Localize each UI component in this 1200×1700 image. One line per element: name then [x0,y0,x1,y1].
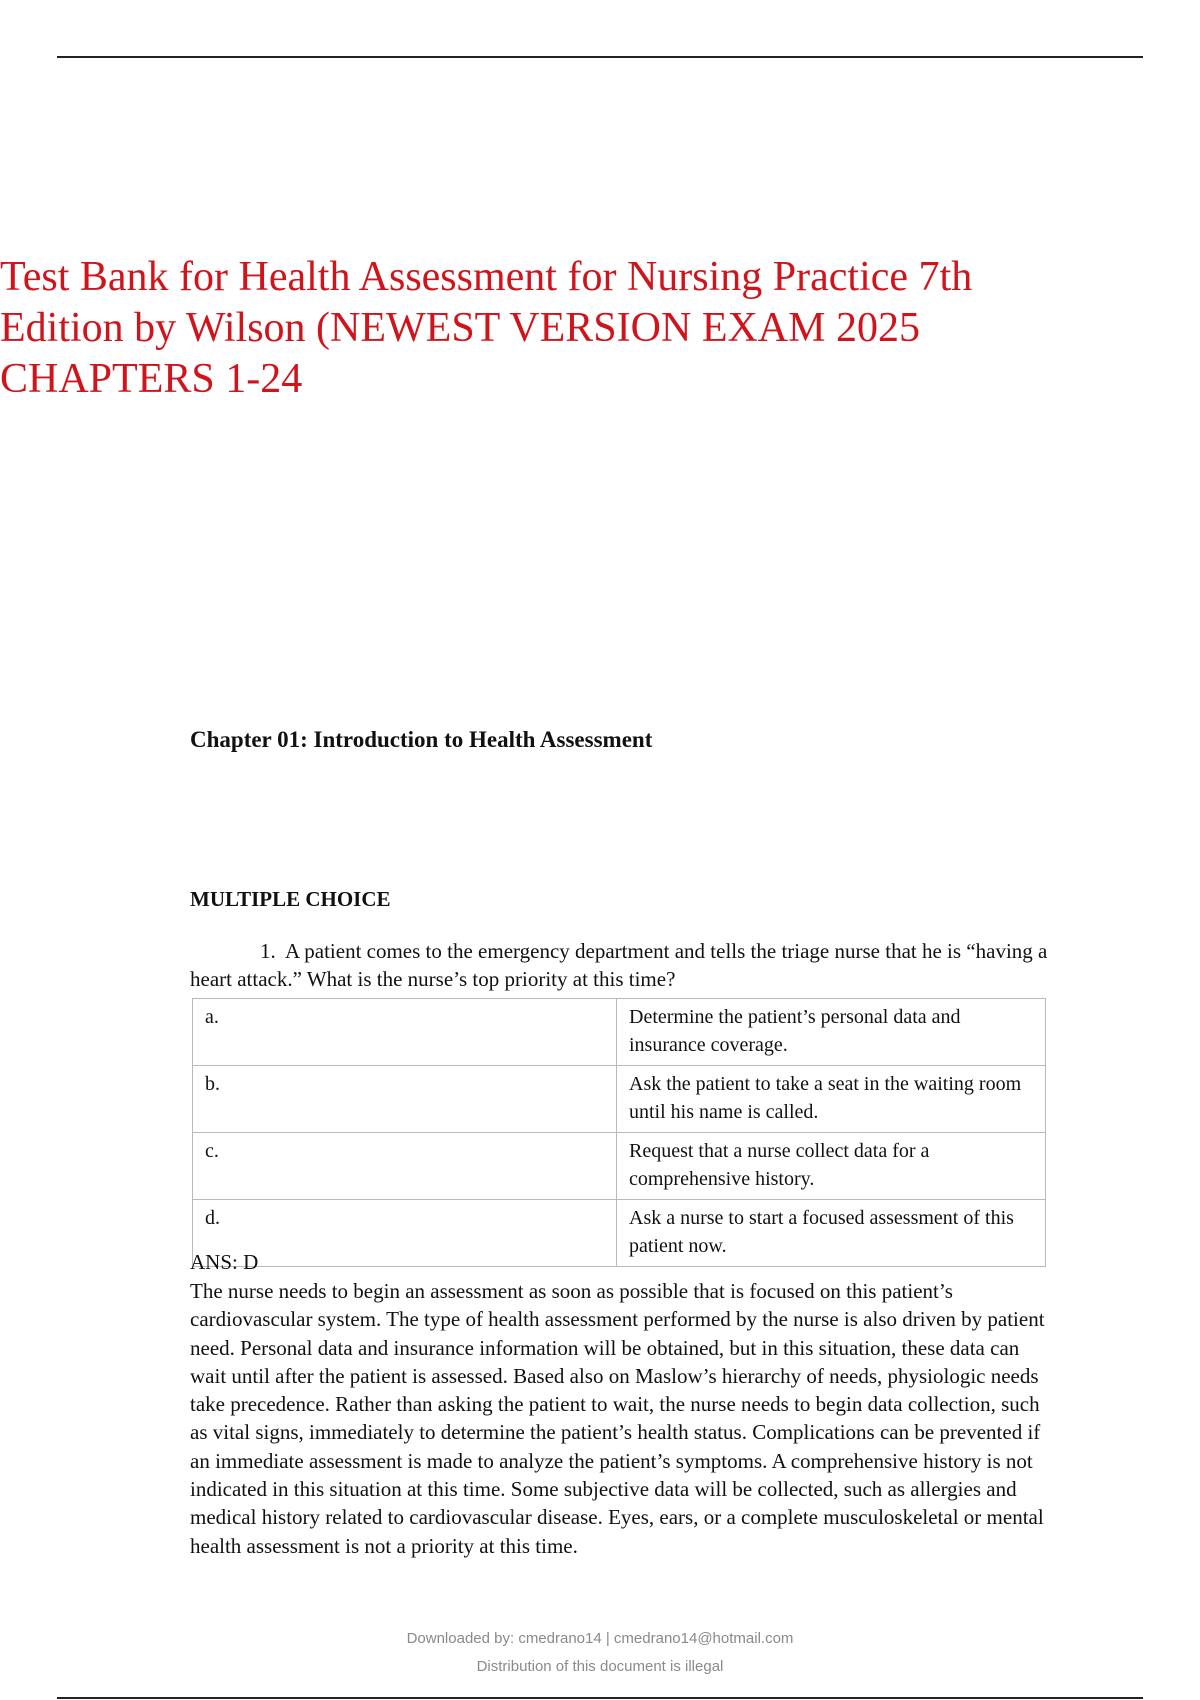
choice-row-c [193,1133,1046,1200]
chapter-heading: Chapter 01: Introduction to Health Assessment [190,727,653,752]
choice-letter: b. [193,1066,617,1133]
top-rule [57,56,1143,58]
choice-text: Ask the patient to take a seat in the waiting room until his name is called. [617,1066,1046,1133]
document-title: Test Bank for Health Assessment for Nursing Practice 7th Edition by Wilson (NEWEST VERSION EXAM 2025 CHAPTERS 1-24 [0,254,973,402]
choice-row-a [193,999,1046,1066]
choice-text: Ask a nurse to start a focused assessment of this patient now. [617,1200,1046,1267]
section-heading: MULTIPLE CHOICE [190,887,391,911]
choice-letter: a. [193,999,617,1066]
question-number: 1. [260,939,276,963]
choice-row-d [193,1200,1046,1267]
choice-letter: c. [193,1133,617,1200]
rationale-text: The nurse needs to begin an assessment as soon as possible that is focused on this patient’s cardiovascular system. The type of health assessment performed by the nurse is also driven by patient need. Personal data and insurance information will be obtained, but in this situation, these data can wait until after the patient is assessed. Based also on Maslow’s hierarchy of needs, physiologic needs take precedence. Rather than asking the patient to wait, the nurse needs to begin data collection, such as vital signs, immediately to determine the patient’s health status. Complications can be prevented if an immediate assessment is made to analyze the patient’s symptoms. A comprehensive history is not indicated in this situation at this time. Some subjective data will be collected, such as allergies and medical history related to cardiovascular disease. Eyes, ears, or a complete musculoskeletal or mental health assessment is not a priority at this time. [190,1279,1045,1558]
choice-text: Determine the patient’s personal data and insurance coverage. [617,999,1046,1066]
question-text: A patient comes to the emergency department and tells the triage nurse that he is “having a heart attack.” What is the nurse’s top priority at this time? [190,939,1048,991]
choice-text: Request that a nurse collect data for a comprehensive history. [617,1133,1046,1200]
answer-key: ANS: D [190,1250,259,1274]
choice-row-b [193,1066,1046,1133]
distribution-notice: Distribution of this document is illegal [476,1658,724,1675]
choice-letter: d. [193,1200,617,1267]
question-stem [190,937,1050,993]
download-notice: Downloaded by: cmedrano14 | cmedrano14@hotmail.com [406,1630,794,1647]
bottom-rule [57,1697,1143,1699]
answer-choices-table [192,998,1046,1267]
